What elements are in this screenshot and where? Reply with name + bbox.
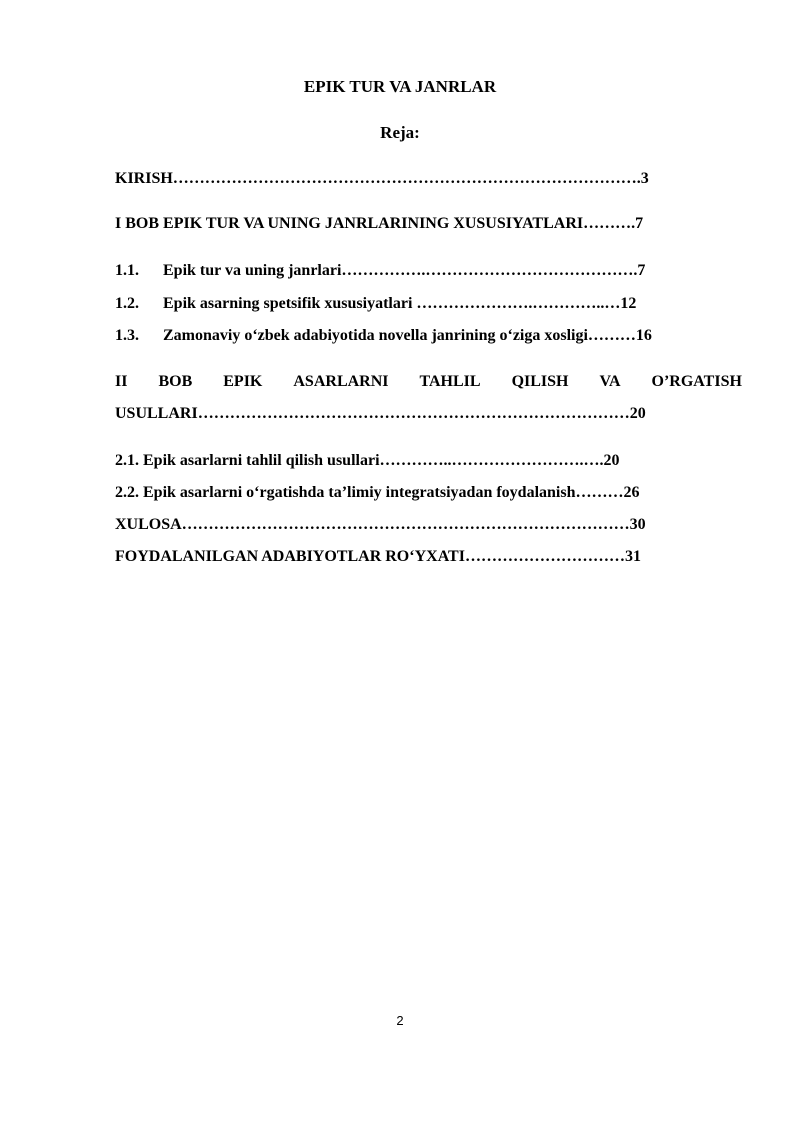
toc-entry-1-3: [115, 327, 652, 345]
plan-heading: Reja:: [380, 123, 420, 142]
toc-text: Epik asarning spetsifik xususiyatlari ………………….…………..…12: [163, 295, 637, 312]
toc-entry-xulosa: XULOSA…………………………………………………………………………30: [115, 516, 646, 533]
toc-entry-adabiyotlar: FOYDALANILGAN ADABIYOTLAR RO‘YXATI…………………………31: [115, 548, 641, 565]
toc-entry-2-1: 2.1. Epik asarlarni tahlil qilish usullari…………..…………………….….20: [115, 452, 620, 469]
toc-word: VA: [599, 373, 621, 390]
toc-entry-1-2: [115, 295, 636, 313]
toc-text: Epik tur va uning janrlari…………….………………………………….7: [163, 262, 646, 279]
toc-number: 1.1.: [115, 262, 139, 279]
toc-number: 1.2.: [115, 295, 139, 312]
toc-word: BOB: [158, 373, 193, 390]
document-title: EPIK TUR VA JANRLAR: [303, 77, 497, 96]
toc-entry-chapter-2-line-1: [115, 373, 742, 391]
toc-word: QILISH: [511, 373, 569, 390]
toc-text: Zamonaviy o‘zbek adabiyotida novella janrining o‘ziga xosligi………16: [163, 327, 652, 344]
toc-word: TAHLIL: [419, 373, 481, 390]
toc-entry-2-2: 2.2. Epik asarlarni o‘rgatishda ta’limiy integratsiyadan foydalanish………26: [115, 484, 640, 501]
toc-entry-kirish: KIRISH…………………………………………………………………………….3: [115, 170, 649, 187]
toc-entry-chapter-1: I BOB EPIK TUR VA UNING JANRLARINING XUSUSIYATLARI……….7: [115, 215, 644, 232]
toc-entry-chapter-2-line-2: USULLARI………………………………………………………………………20: [115, 405, 646, 422]
toc-word: O’RGATISH: [651, 373, 742, 390]
toc-word: EPIK: [223, 373, 263, 390]
toc-number: 1.3.: [115, 327, 139, 344]
toc-word: II: [115, 373, 128, 390]
toc-entry-1-1: [115, 262, 645, 280]
page-number: 2: [396, 1013, 404, 1028]
toc-word: ASARLARNI: [293, 373, 389, 390]
